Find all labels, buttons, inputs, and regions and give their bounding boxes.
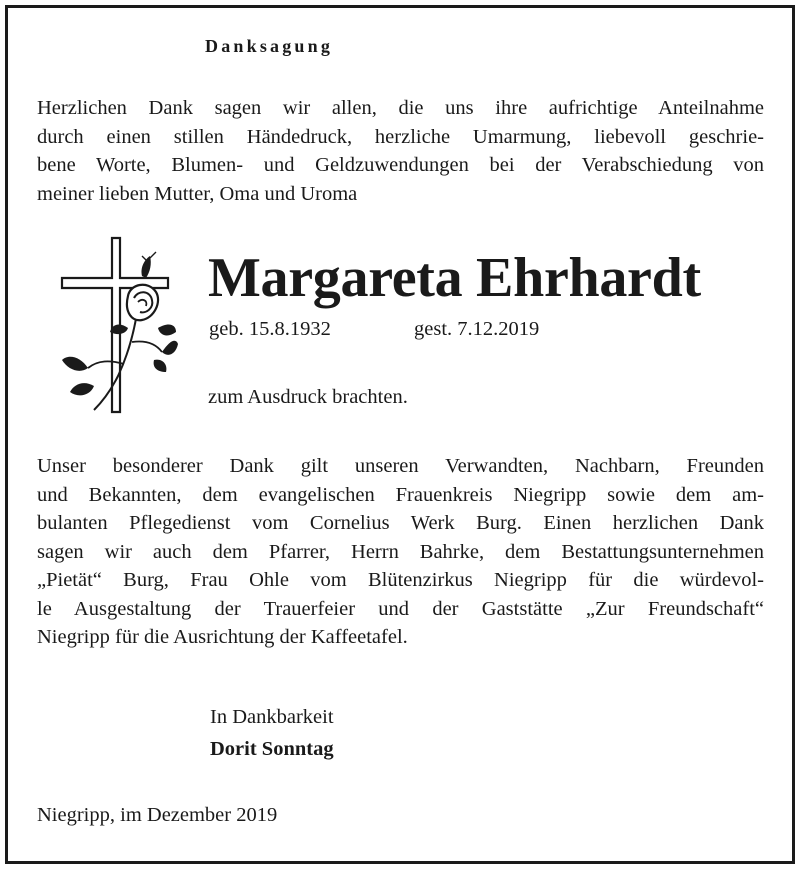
place-date: Niegripp, im Dezember 2019 (37, 804, 278, 826)
expression-line: zum Ausdruck brachten. (208, 386, 408, 408)
thanks-line: sagen wir auch dem Pfarrer, Herrn Bahrke, dem Bestattungsunternehmen (37, 540, 764, 563)
birth-date: geb. 15.8.1932 (209, 318, 331, 340)
thanks-line: und Bekannten, dem evangelischen Frauenkreis Niegripp sowie dem am- (37, 483, 764, 506)
thanks-line: bulanten Pflegedienst vom Cornelius Werk Burg. Einen herzlichen Dank (37, 512, 764, 534)
intro-line: Herzlichen Dank sagen wir allen, die uns ihre aufrichtige Anteilnahme (37, 97, 764, 119)
thanks-line: „Pietät“ Burg, Frau Ohle vom Blütenzirkus Niegripp für die würdevol- (37, 569, 764, 591)
heading: Danksagung (205, 36, 334, 56)
intro-line: meiner lieben Mutter, Oma und Uroma (37, 182, 358, 205)
closing-phrase: In Dankbarkeit (210, 706, 334, 728)
intro-line: bene Worte, Blumen- und Geldzuwendungen bei der Verabschiedung von (37, 154, 764, 176)
thanks-paragraph (37, 452, 764, 652)
death-date: gest. 7.12.2019 (414, 318, 540, 340)
thanks-line: le Ausgestaltung der Trauerfeier und der Gaststätte „Zur Freundschaft“ (37, 597, 764, 620)
deceased-name: Margareta Ehrhardt (208, 247, 701, 309)
thanks-line: Niegripp für die Ausrichtung der Kaffeetafel. (37, 626, 408, 648)
thanks-line: Unser besonderer Dank gilt unseren Verwandten, Nachbarn, Freunden (37, 455, 764, 477)
intro-paragraph (37, 94, 764, 208)
intro-line: durch einen stillen Händedruck, herzliche Umarmung, liebevoll geschrie- (37, 125, 764, 148)
cross-with-rose-icon (58, 236, 178, 414)
signer-name: Dorit Sonntag (210, 738, 334, 760)
